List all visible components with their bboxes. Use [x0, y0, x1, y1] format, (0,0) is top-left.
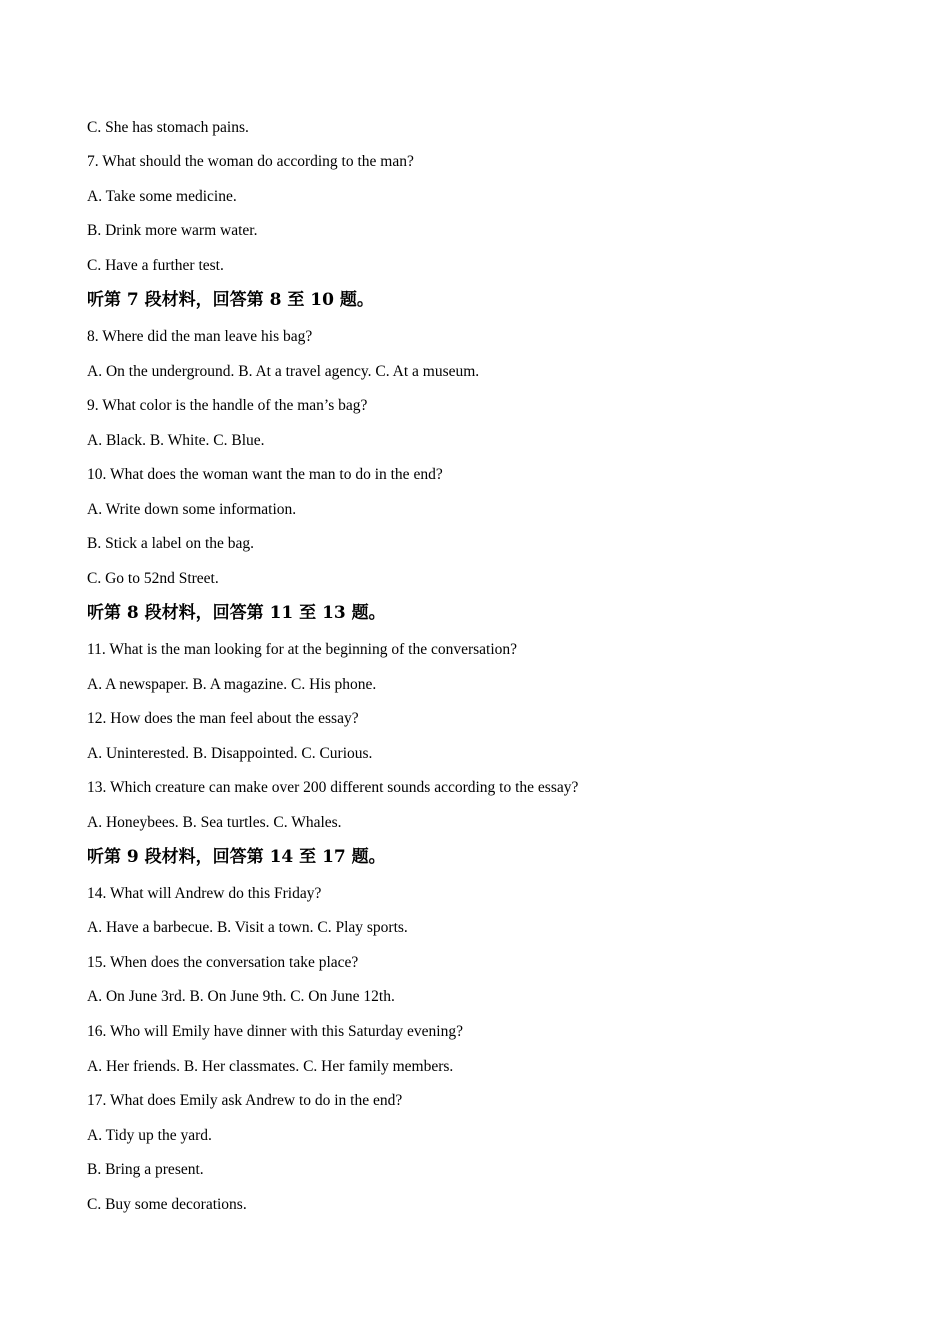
- section-heading: 听第 9 段材料，回答第 14 至 17 题。: [87, 847, 386, 867]
- option-line: B. Bring a present.: [87, 1161, 204, 1178]
- question-7: 7. What should the woman do according to the man?: [87, 153, 414, 170]
- option-line: A. Have a barbecue. B. Visit a town. C. Play sports.: [87, 919, 408, 936]
- question-8: 8. Where did the man leave his bag?: [87, 328, 313, 345]
- question-17: 17. What does Emily ask Andrew to do in the end?: [87, 1092, 403, 1109]
- question-14: 14. What will Andrew do this Friday?: [87, 885, 322, 902]
- option-line: A. On June 3rd. B. On June 9th. C. On June 12th.: [87, 988, 395, 1005]
- option-line: C. Go to 52nd Street.: [87, 570, 219, 587]
- option-line: A. On the underground. B. At a travel agency. C. At a museum.: [87, 363, 480, 380]
- question-13: 13. Which creature can make over 200 different sounds according to the essay?: [87, 779, 579, 796]
- question-16: 16. Who will Emily have dinner with this Saturday evening?: [87, 1023, 463, 1040]
- question-12: 12. How does the man feel about the essay?: [87, 710, 359, 727]
- option-line: C. Have a further test.: [87, 257, 224, 274]
- section-heading: 听第 8 段材料，回答第 11 至 13 题。: [87, 603, 386, 623]
- question-9: 9. What color is the handle of the man’s bag?: [87, 397, 368, 414]
- option-line: A. Her friends. B. Her classmates. C. Her family members.: [87, 1058, 454, 1075]
- question-11: 11. What is the man looking for at the beginning of the conversation?: [87, 641, 518, 658]
- option-line: A. Tidy up the yard.: [87, 1127, 212, 1144]
- option-line: A. Write down some information.: [87, 501, 297, 518]
- question-10: 10. What does the woman want the man to do in the end?: [87, 466, 443, 483]
- option-line: B. Drink more warm water.: [87, 222, 258, 239]
- option-line: C. Buy some decorations.: [87, 1196, 247, 1213]
- option-line: A. Take some medicine.: [87, 188, 237, 205]
- option-line: B. Stick a label on the bag.: [87, 535, 255, 552]
- question-15: 15. When does the conversation take place?: [87, 954, 359, 971]
- option-line: A. Uninterested. B. Disappointed. C. Curious.: [87, 745, 373, 762]
- option-line: C. She has stomach pains.: [87, 119, 249, 136]
- option-line: A. A newspaper. B. A magazine. C. His phone.: [87, 676, 377, 693]
- option-line: A. Honeybees. B. Sea turtles. C. Whales.: [87, 814, 342, 831]
- option-line: A. Black. B. White. C. Blue.: [87, 432, 265, 449]
- section-heading: 听第 7 段材料，回答第 8 至 10 题。: [87, 290, 374, 310]
